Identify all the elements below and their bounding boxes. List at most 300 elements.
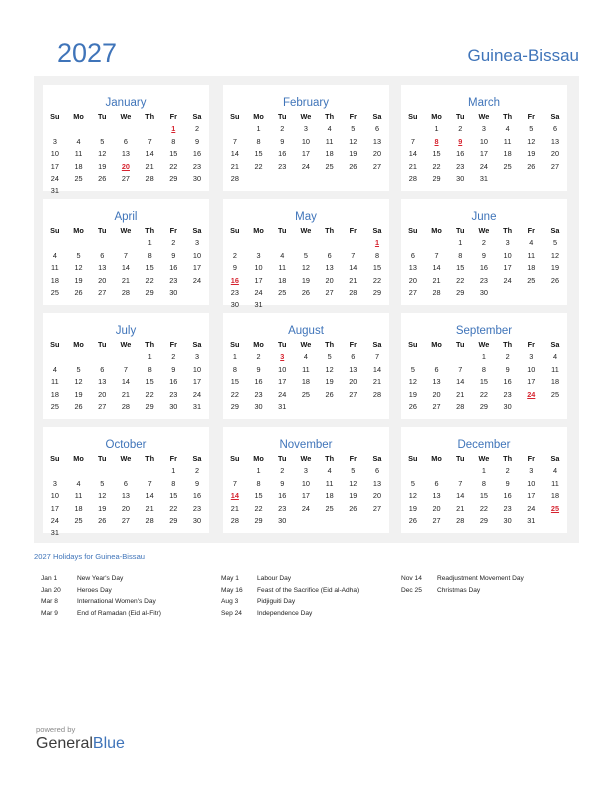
weekday-header: Mo [253, 340, 264, 349]
day-cell: 13 [372, 136, 382, 146]
day-cell: 5 [100, 136, 105, 146]
weekday-header: Th [145, 226, 155, 235]
day-cell: 10 [50, 491, 59, 501]
day-cell: 7 [123, 364, 128, 374]
weekday-header: Th [145, 112, 155, 121]
day-cell: 24 [479, 161, 488, 171]
day-cell: 26 [408, 401, 417, 411]
empty-cell [114, 351, 138, 363]
weekday-header: We [120, 226, 132, 235]
day-cell: 6 [351, 352, 356, 362]
weekday-header: Sa [192, 112, 202, 121]
day-cell: 22 [230, 389, 239, 399]
day-cell: 27 [372, 161, 382, 171]
powered-by-text: powered by [36, 725, 76, 734]
generalblue-logo[interactable] [36, 735, 125, 753]
empty-cell [43, 351, 67, 363]
day-cell: 1 [256, 466, 261, 476]
day-cell: 23 [503, 503, 512, 513]
day-cell: 7 [458, 478, 463, 488]
weekday-header: Th [503, 340, 513, 349]
holiday-day-cell: 24 [527, 389, 536, 399]
day-cell: 5 [303, 250, 308, 260]
weekday-header: Su [408, 340, 418, 349]
holiday-day-cell: 14 [230, 491, 239, 501]
day-cell: 22 [254, 161, 263, 171]
day-cell: 17 [527, 491, 536, 501]
day-cell: 2 [505, 352, 510, 362]
day-cell: 9 [481, 250, 486, 260]
day-cell: 25 [325, 503, 334, 513]
day-cell: 10 [50, 149, 59, 159]
weekday-header: Su [230, 112, 240, 121]
day-cell: 16 [169, 263, 178, 273]
day-cell: 4 [552, 352, 557, 362]
day-cell: 21 [349, 275, 358, 285]
day-cell: 2 [171, 352, 176, 362]
day-cell: 3 [194, 238, 199, 248]
weekday-header: Su [50, 340, 60, 349]
day-cell: 16 [169, 377, 178, 387]
weekday-header: We [300, 454, 312, 463]
weekday-header: Su [230, 340, 240, 349]
weekday-header: Th [145, 340, 155, 349]
day-cell: 22 [456, 275, 465, 285]
day-cell: 3 [529, 352, 534, 362]
day-cell: 21 [432, 275, 441, 285]
day-cell: 7 [232, 478, 237, 488]
holiday-list-item [401, 573, 524, 585]
day-cell: 30 [479, 287, 488, 297]
day-cell: 29 [372, 287, 382, 297]
day-cell: 2 [256, 352, 261, 362]
day-cell: 24 [50, 515, 59, 525]
day-cell: 21 [121, 275, 130, 285]
day-cell: 13 [98, 263, 107, 273]
day-cell: 31 [278, 401, 287, 411]
day-cell: 30 [230, 300, 239, 310]
month-name: February [282, 97, 330, 109]
holiday-list-item [221, 573, 359, 585]
weekday-header: Fr [349, 454, 357, 463]
day-cell: 13 [349, 364, 358, 374]
weekday-header: Tu [278, 340, 287, 349]
day-cell: 6 [410, 250, 415, 260]
month-january [43, 85, 209, 196]
day-cell: 19 [349, 491, 358, 501]
day-cell: 5 [100, 478, 105, 488]
holiday-name: Labour Day [257, 575, 292, 582]
day-cell: 2 [194, 124, 199, 134]
weekday-header: Su [230, 454, 240, 463]
day-cell: 20 [372, 149, 382, 159]
day-cell: 7 [232, 136, 237, 146]
weekday-header: Su [408, 112, 418, 121]
day-cell: 16 [456, 149, 465, 159]
day-cell: 28 [372, 389, 382, 399]
day-cell: 27 [325, 287, 334, 297]
weekday-header: Sa [550, 340, 560, 349]
day-cell: 2 [171, 238, 176, 248]
day-cell: 16 [278, 491, 287, 501]
day-cell: 21 [456, 503, 465, 513]
day-cell: 27 [408, 287, 417, 297]
day-cell: 15 [456, 263, 465, 273]
weekday-header: Mo [431, 454, 442, 463]
holiday-day-cell: 1 [171, 124, 176, 134]
day-cell: 6 [123, 478, 128, 488]
day-cell: 22 [145, 389, 154, 399]
day-cell: 19 [408, 503, 417, 513]
month-name: July [115, 325, 137, 337]
weekday-header: Sa [192, 454, 202, 463]
weekday-header: Mo [73, 226, 84, 235]
month-name: October [105, 439, 147, 451]
day-cell: 11 [302, 364, 310, 374]
day-cell: 15 [372, 263, 382, 273]
month-name: June [471, 211, 497, 223]
day-cell: 8 [232, 364, 237, 374]
empty-cell [247, 237, 271, 249]
holiday-day-cell: 3 [280, 352, 285, 362]
month-grid [43, 225, 209, 299]
day-cell: 3 [52, 478, 57, 488]
day-cell: 5 [529, 124, 534, 134]
month-may [223, 199, 389, 310]
brand-general: General [36, 735, 93, 752]
weekday-header: Fr [349, 226, 357, 235]
holiday-date: Sep 24 [221, 610, 242, 618]
empty-cell [223, 123, 247, 135]
weekday-header: Fr [527, 454, 535, 463]
holiday-column [401, 573, 524, 596]
month-april [43, 199, 209, 305]
holiday-day-cell: 9 [458, 136, 463, 146]
day-cell: 25 [550, 389, 560, 399]
day-cell: 11 [74, 491, 83, 501]
weekday-header: Sa [550, 112, 560, 121]
day-cell: 27 [432, 401, 441, 411]
day-cell: 23 [192, 503, 202, 513]
day-cell: 12 [408, 377, 417, 387]
empty-cell [425, 237, 449, 249]
empty-cell [90, 237, 114, 249]
day-cell: 8 [481, 478, 486, 488]
weekday-header: Th [325, 226, 335, 235]
day-cell: 6 [100, 250, 105, 260]
weekday-header: Tu [98, 112, 107, 121]
weekday-header: Fr [169, 112, 177, 121]
day-cell: 2 [232, 250, 237, 260]
day-cell: 8 [481, 364, 486, 374]
day-cell: 6 [374, 466, 379, 476]
weekday-header: We [300, 112, 312, 121]
weekday-header: Su [408, 454, 418, 463]
day-cell: 20 [98, 275, 107, 285]
day-cell: 19 [74, 275, 83, 285]
day-cell: 8 [171, 478, 176, 488]
weekday-header: We [120, 340, 132, 349]
day-cell: 15 [479, 491, 488, 501]
weekday-header: Mo [431, 112, 442, 121]
day-cell: 11 [503, 136, 512, 146]
day-cell: 18 [74, 503, 83, 513]
day-cell: 6 [434, 364, 439, 374]
day-cell: 23 [479, 275, 488, 285]
day-cell: 23 [503, 389, 512, 399]
day-cell: 13 [325, 263, 334, 273]
weekday-header: We [300, 340, 312, 349]
day-cell: 2 [481, 238, 486, 248]
weekday-header: Th [325, 340, 335, 349]
day-cell: 1 [171, 466, 176, 476]
day-cell: 1 [481, 352, 486, 362]
holiday-list-item [221, 596, 359, 608]
day-cell: 19 [550, 263, 560, 273]
day-cell: 20 [550, 149, 560, 159]
empty-cell [138, 123, 162, 135]
day-cell: 21 [456, 389, 465, 399]
day-cell: 15 [230, 377, 239, 387]
day-cell: 27 [432, 515, 441, 525]
day-cell: 29 [254, 515, 263, 525]
holiday-list-item [401, 585, 524, 597]
day-cell: 14 [408, 149, 417, 159]
day-cell: 29 [169, 515, 178, 525]
weekday-header: Fr [527, 112, 535, 121]
weekday-header: Tu [456, 340, 465, 349]
month-name: March [468, 97, 500, 109]
day-cell: 18 [50, 389, 59, 399]
day-cell: 31 [254, 300, 263, 310]
month-grid [223, 225, 389, 312]
month-grid [401, 111, 567, 185]
empty-cell [425, 351, 449, 363]
day-cell: 8 [171, 136, 176, 146]
holiday-name: Heroes Day [77, 586, 112, 594]
day-cell: 9 [171, 364, 176, 374]
day-cell: 10 [278, 364, 287, 374]
weekday-header: Mo [73, 454, 84, 463]
day-cell: 2 [505, 466, 510, 476]
day-cell: 8 [256, 478, 261, 488]
day-cell: 12 [98, 491, 107, 501]
day-cell: 15 [145, 377, 154, 387]
empty-cell [67, 123, 91, 135]
day-cell: 15 [254, 149, 263, 159]
day-cell: 13 [432, 491, 441, 501]
weekday-header: Tu [278, 454, 287, 463]
day-cell: 20 [432, 389, 441, 399]
holiday-name: Feast of the Sacrifice (Eid al-Adha) [257, 586, 360, 594]
day-cell: 1 [232, 352, 237, 362]
weekday-header: Sa [372, 112, 382, 121]
weekday-header: Tu [278, 226, 287, 235]
empty-cell [43, 123, 67, 135]
weekday-header: Sa [372, 454, 382, 463]
month-grid [401, 225, 567, 299]
day-cell: 22 [479, 503, 488, 513]
empty-cell [43, 465, 67, 477]
day-cell: 27 [121, 173, 130, 183]
day-cell: 19 [74, 389, 83, 399]
month-grid [223, 111, 389, 185]
holiday-column [221, 573, 359, 620]
empty-cell [425, 465, 449, 477]
day-cell: 30 [503, 401, 512, 411]
day-cell: 15 [145, 263, 154, 273]
holiday-list-item [41, 585, 161, 597]
day-cell: 14 [432, 263, 441, 273]
day-cell: 23 [254, 389, 263, 399]
day-cell: 22 [372, 275, 382, 285]
month-name: May [295, 211, 317, 223]
day-cell: 27 [98, 287, 107, 297]
empty-cell [90, 465, 114, 477]
day-cell: 5 [410, 364, 415, 374]
weekday-header: Fr [169, 340, 177, 349]
day-cell: 3 [303, 466, 308, 476]
day-cell: 16 [503, 491, 512, 501]
day-cell: 27 [550, 161, 560, 171]
day-cell: 3 [194, 352, 199, 362]
day-cell: 30 [254, 401, 263, 411]
weekday-header: Th [503, 226, 513, 235]
day-cell: 3 [505, 238, 510, 248]
day-cell: 24 [278, 389, 287, 399]
month-august [223, 313, 389, 419]
day-cell: 29 [432, 173, 441, 183]
day-cell: 23 [230, 287, 239, 297]
day-cell: 11 [551, 364, 559, 374]
day-cell: 14 [349, 263, 358, 273]
day-cell: 8 [458, 250, 463, 260]
day-cell: 6 [552, 124, 557, 134]
day-cell: 25 [301, 389, 310, 399]
weekday-header: We [478, 226, 490, 235]
day-cell: 5 [351, 466, 356, 476]
day-cell: 25 [50, 401, 59, 411]
day-cell: 19 [408, 389, 417, 399]
holiday-name: Pidjiguiti Day [257, 598, 296, 606]
holiday-name: Independence Day [257, 610, 313, 618]
day-cell: 10 [527, 364, 536, 374]
day-cell: 18 [50, 275, 59, 285]
holiday-list-item [41, 608, 161, 620]
holiday-day-cell: 20 [121, 161, 130, 171]
day-cell: 11 [51, 377, 59, 387]
day-cell: 2 [194, 466, 199, 476]
month-grid [223, 453, 389, 527]
day-cell: 3 [303, 124, 308, 134]
weekday-header: Su [50, 226, 60, 235]
day-cell: 14 [456, 491, 465, 501]
day-cell: 25 [527, 275, 536, 285]
day-cell: 6 [123, 136, 128, 146]
day-cell: 7 [374, 352, 379, 362]
day-cell: 24 [192, 275, 202, 285]
day-cell: 17 [503, 263, 512, 273]
month-november [223, 427, 389, 533]
day-cell: 19 [301, 275, 310, 285]
day-cell: 9 [280, 136, 285, 146]
empty-cell [67, 465, 91, 477]
day-cell: 18 [74, 161, 83, 171]
day-cell: 12 [301, 263, 310, 273]
day-cell: 20 [325, 275, 334, 285]
day-cell: 14 [372, 364, 382, 374]
day-cell: 18 [325, 491, 334, 501]
weekday-header: Sa [192, 226, 202, 235]
weekday-header: Sa [550, 226, 560, 235]
day-cell: 10 [527, 478, 536, 488]
day-cell: 3 [256, 250, 261, 260]
day-cell: 8 [374, 250, 379, 260]
month-grid [401, 453, 567, 527]
day-cell: 12 [527, 136, 536, 146]
day-cell: 7 [123, 250, 128, 260]
day-cell: 14 [456, 377, 465, 387]
day-cell: 7 [410, 136, 415, 146]
day-cell: 1 [147, 238, 152, 248]
day-cell: 12 [74, 263, 83, 273]
day-cell: 14 [121, 377, 130, 387]
holiday-list-item [221, 608, 359, 620]
weekday-header: Th [503, 454, 513, 463]
empty-cell [318, 237, 342, 249]
day-cell: 3 [52, 136, 57, 146]
day-cell: 20 [432, 503, 441, 513]
day-cell: 1 [481, 466, 486, 476]
holiday-date: Dec 25 [401, 586, 422, 594]
holiday-name: End of Ramadan (Eid al-Fitr) [77, 610, 161, 618]
day-cell: 28 [230, 173, 239, 183]
day-cell: 18 [527, 263, 536, 273]
day-cell: 1 [256, 124, 261, 134]
day-cell: 1 [458, 238, 463, 248]
day-cell: 27 [349, 389, 358, 399]
day-cell: 6 [374, 124, 379, 134]
day-cell: 26 [527, 161, 536, 171]
day-cell: 12 [325, 364, 334, 374]
month-name: September [455, 325, 513, 337]
day-cell: 14 [121, 263, 130, 273]
empty-cell [90, 123, 114, 135]
day-cell: 27 [98, 401, 107, 411]
month-name: August [288, 325, 324, 337]
weekday-header: Tu [456, 112, 465, 121]
weekday-header: Sa [372, 226, 382, 235]
day-cell: 5 [76, 250, 81, 260]
day-cell: 17 [192, 263, 202, 273]
empty-cell [401, 465, 425, 477]
month-december [401, 427, 567, 533]
empty-cell [341, 237, 365, 249]
day-cell: 7 [458, 364, 463, 374]
day-cell: 27 [121, 515, 130, 525]
month-name: December [457, 439, 511, 451]
day-cell: 16 [503, 377, 512, 387]
month-march [401, 85, 567, 191]
day-cell: 26 [550, 275, 560, 285]
weekday-header: Tu [456, 226, 465, 235]
day-cell: 25 [74, 515, 83, 525]
day-cell: 26 [74, 287, 83, 297]
day-cell: 13 [121, 149, 130, 159]
day-cell: 20 [408, 275, 417, 285]
day-cell: 9 [505, 364, 510, 374]
day-cell: 24 [503, 275, 512, 285]
